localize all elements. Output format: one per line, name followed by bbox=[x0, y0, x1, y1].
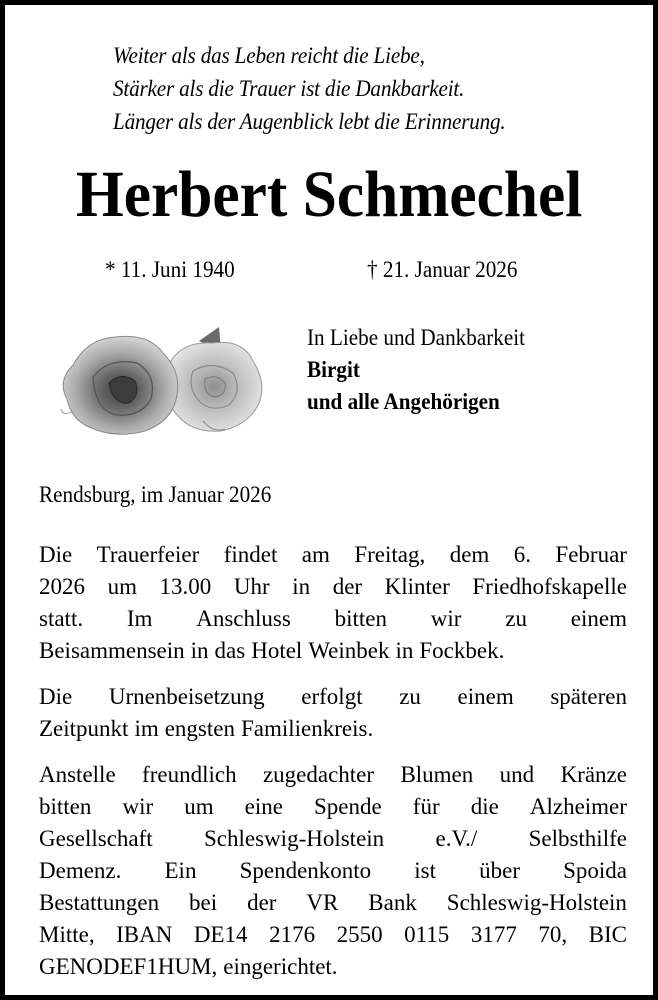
donation-info-paragraph bbox=[39, 759, 627, 983]
poem-line: Weiter als das Leben reicht die Liebe, bbox=[113, 43, 425, 68]
burial-info-paragraph bbox=[39, 681, 627, 745]
paragraph-line: Anstelle freundlich zugedachter Blumen und Kränze bbox=[39, 762, 627, 787]
memorial-poem bbox=[113, 39, 506, 138]
mourner-name: Birgit bbox=[307, 357, 360, 382]
mourners-block bbox=[307, 322, 544, 418]
poem-line: Stärker als die Trauer ist die Dankbarkeit. bbox=[113, 76, 465, 101]
deceased-name: Herbert Schmechel bbox=[75, 158, 583, 231]
place-date: Rendsburg, im Januar 2026 bbox=[39, 482, 272, 507]
mourners-intro: In Liebe und Dankbarkeit bbox=[307, 325, 525, 350]
paragraph-line: GENODEF1HUM, eingerichtet. bbox=[39, 954, 338, 979]
birth-date: * 11. Juni 1940 bbox=[105, 257, 235, 282]
paragraph-line: Beisammensein in das Hotel Weinbek in Fockbek. bbox=[39, 638, 505, 663]
paragraph-line: bitten wir um eine Spende für die Alzheimer bbox=[39, 794, 627, 819]
funeral-info-paragraph bbox=[39, 539, 627, 667]
paragraph-line: Gesellschaft Schleswig-Holstein e.V./ Selbsthilfe bbox=[39, 826, 627, 851]
paragraph-line: Die Urnenbeisetzung erfolgt zu einem späteren bbox=[39, 684, 627, 709]
mourner-name: und alle Angehörigen bbox=[307, 389, 500, 414]
paragraph-line: 2026 um 13.00 Uhr in der Klinter Friedhofskapelle bbox=[39, 574, 627, 599]
paragraph-line: Mitte, IBAN DE14 2176 2550 0115 3177 70, BIC bbox=[39, 922, 627, 947]
paragraph-line: Die Trauerfeier findet am Freitag, dem 6. Februar bbox=[39, 542, 627, 567]
death-date: † 21. Januar 2026 bbox=[367, 257, 518, 282]
roses-icon bbox=[53, 321, 267, 437]
paragraph-line: Bestattungen bei der VR Bank Schleswig-Holstein bbox=[39, 890, 627, 915]
paragraph-line: Demenz. Ein Spendenkonto ist über Spoida bbox=[39, 858, 627, 883]
poem-line: Länger als der Augenblick lebt die Erinnerung. bbox=[113, 109, 506, 134]
paragraph-line: statt. Im Anschluss bitten wir zu einem bbox=[39, 606, 627, 631]
paragraph-line: Zeitpunkt im engsten Familienkreis. bbox=[39, 716, 374, 741]
